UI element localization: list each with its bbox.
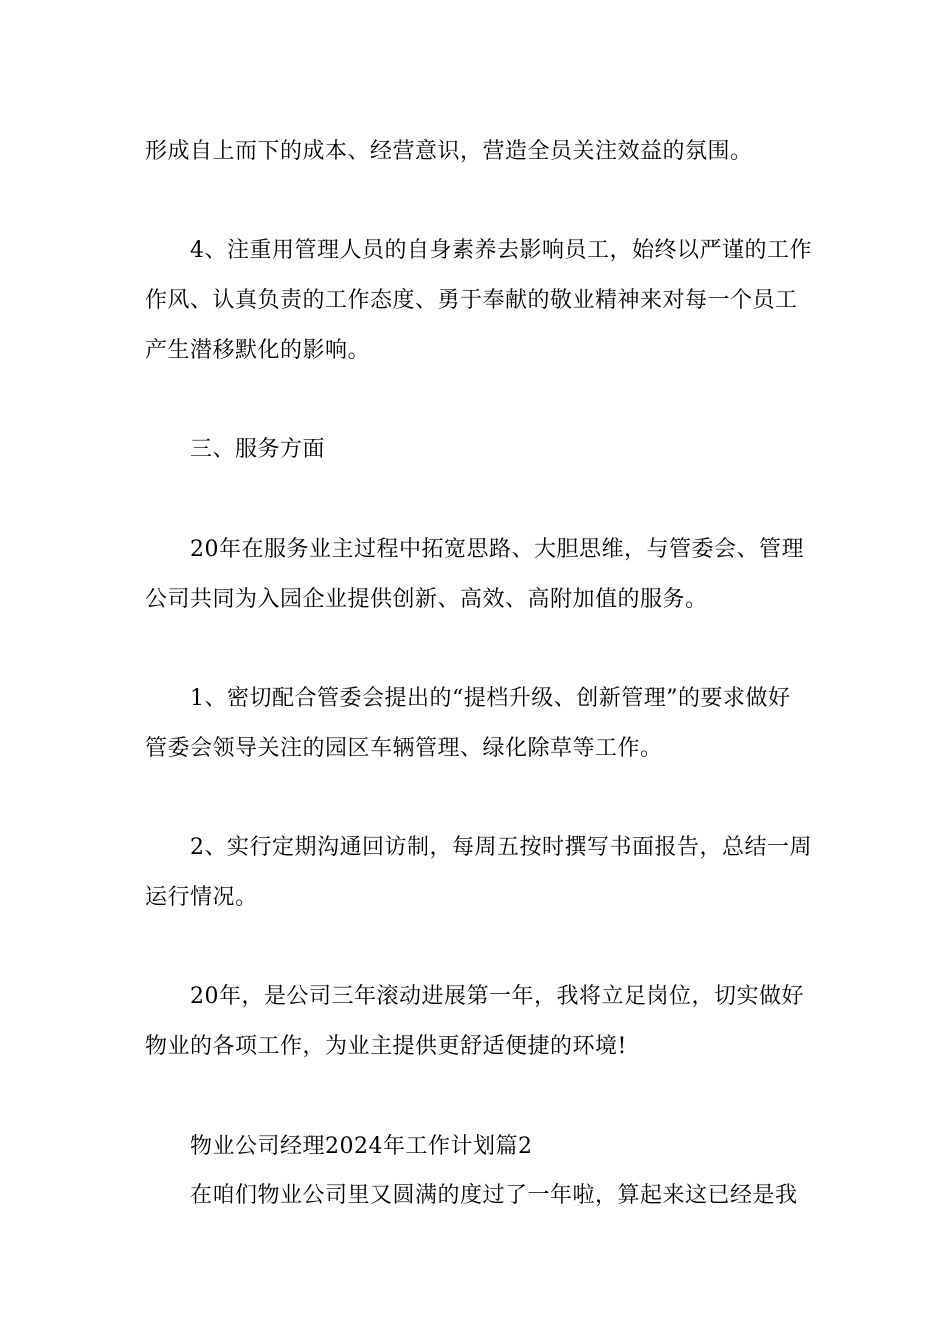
paragraph-line: 管委会领导关注的园区车辆管理、绿化除草等工作。 <box>145 736 663 761</box>
article-title: 物业公司经理2024年工作计划篇2 <box>190 1134 533 1159</box>
paragraph-line: 1、密切配合管委会提出的“提档升级、创新管理”的要求做好 <box>190 686 791 711</box>
paragraph-line: 2、实行定期沟通回访制，每周五按时撰写书面报告，总结一周 <box>190 835 812 860</box>
paragraph-line: 物业的各项工作，为业主提供更舒适便捷的环境! <box>145 1034 627 1059</box>
paragraph-line: 20年在服务业主过程中拓宽思路、大胆思维，与管委会、管理 <box>190 537 804 562</box>
paragraph-line: 4、注重用管理人员的自身素养去影响员工，始终以严谨的工作 <box>190 238 812 263</box>
paragraph-line: 形成自上而下的成本、经营意识，营造全员关注效益的氛围。 <box>145 139 753 164</box>
paragraph-line: 公司共同为入园企业提供创新、高效、高附加值的服务。 <box>145 587 708 612</box>
paragraph-line: 20年，是公司三年滚动进展第一年，我将立足岗位，切实做好 <box>190 984 804 1009</box>
paragraph-line: 作风、认真负责的工作态度、勇于奉献的敬业精神来对每一个员工 <box>145 288 798 313</box>
section-heading: 三、服务方面 <box>190 437 326 462</box>
paragraph-line: 运行情况。 <box>145 885 258 910</box>
paragraph-line: 在咱们物业公司里又圆满的度过了一年啦，算起来这已经是我 <box>190 1183 798 1208</box>
paragraph-line: 产生潜移默化的影响。 <box>145 338 371 363</box>
